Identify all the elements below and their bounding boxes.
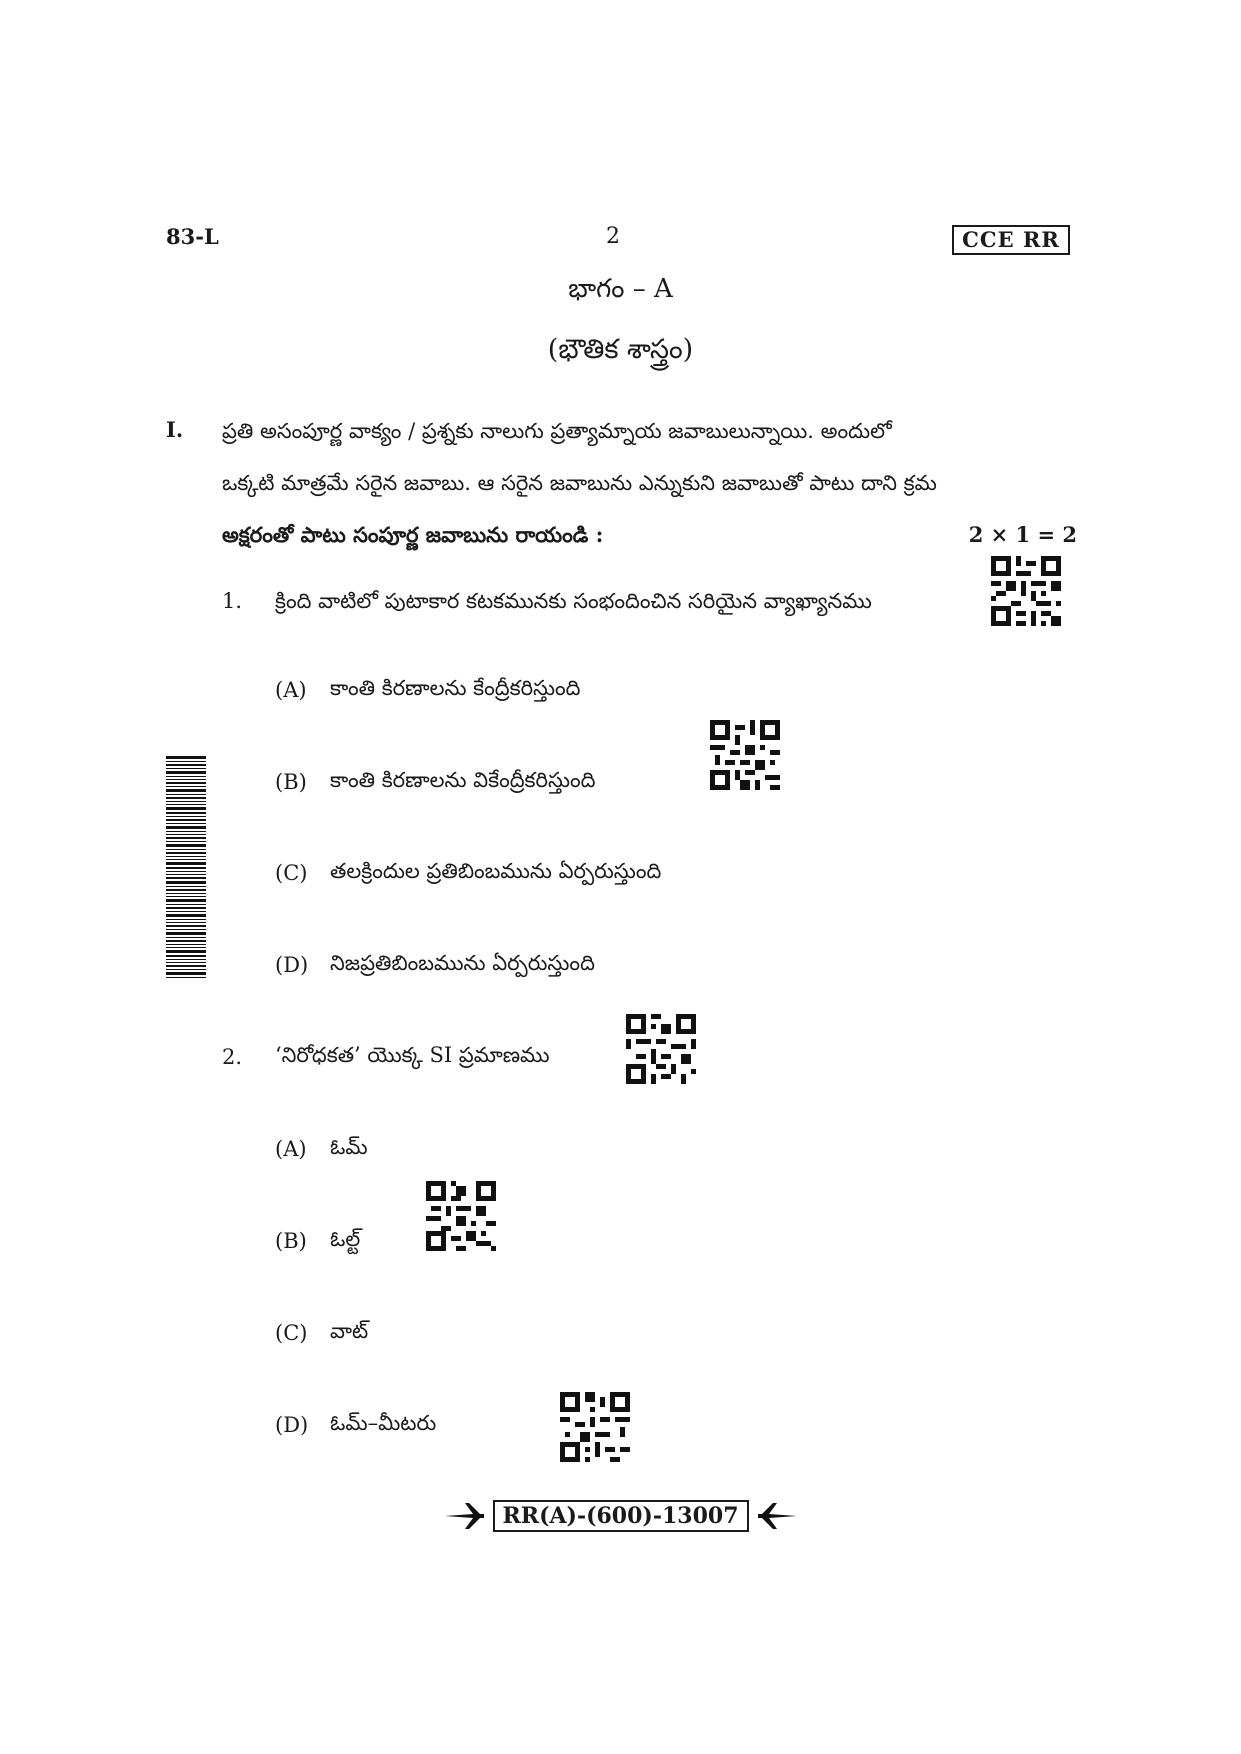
- qr-code-icon: [991, 556, 1061, 626]
- q1-option-d-letter: (D): [275, 953, 309, 977]
- marks-allocation: 2 × 1 = 2: [968, 522, 1077, 547]
- q1-option-a-letter: (A): [275, 678, 307, 702]
- section-number: I.: [166, 417, 184, 442]
- qr-code-icon: [560, 1392, 630, 1462]
- q2-option-a-letter: (A): [275, 1137, 307, 1161]
- q1-option-c-letter: (C): [275, 861, 308, 885]
- page-number: 2: [606, 224, 620, 249]
- question-1-number: 1.: [222, 589, 243, 613]
- q2-option-b-letter: (B): [275, 1229, 307, 1253]
- airplane-right-icon: [757, 1501, 799, 1531]
- instructions-line-1: ప్రతి అసంపూర్ణ వాక్యం / ప్రశ్నకు నాలుగు ప్రత్యామ్నాయ జవాబులున్నాయి. అందులో: [222, 419, 892, 443]
- q2-option-b-text: ఓల్ట్: [330, 1227, 361, 1251]
- section-instructions: [222, 405, 1077, 561]
- q1-option-d-text: నిజప్రతిబింబమును ఏర్పరుస్తుంది: [330, 951, 595, 975]
- footer-code-box: RR(A)-(600)-13007: [493, 1500, 749, 1532]
- q2-option-d-letter: (D): [275, 1413, 309, 1437]
- q1-option-a-text: కాంతి కిరణాలను కేంద్రీకరిస్తుంది: [330, 676, 581, 700]
- paper-code: 83-L: [166, 224, 219, 249]
- q1-option-c-text: తలక్రిందుల ప్రతిబింబమును ఏర్పరుస్తుంది: [330, 859, 662, 883]
- part-title: భాగం – A: [568, 274, 673, 304]
- q1-option-b-letter: (B): [275, 770, 307, 794]
- series-code-box: CCE RR: [952, 225, 1070, 255]
- q2-option-c-letter: (C): [275, 1321, 308, 1345]
- qr-code-icon: [710, 720, 780, 790]
- instructions-line-3-text: అక్షరంతో పాటు సంపూర్ణ జవాబును రాయండి :: [222, 522, 604, 547]
- question-2-text: ‘నిరోధకత’ యొక్క SI ప్రమాణము: [275, 1043, 550, 1067]
- q2-option-c-text: వాట్: [330, 1319, 369, 1343]
- instructions-line-3: [222, 509, 1077, 561]
- barcode-icon: [166, 756, 206, 978]
- q2-option-d-text: ఓమ్–మీటరు: [330, 1411, 437, 1435]
- question-2-number: 2.: [222, 1045, 243, 1069]
- qr-code-icon: [626, 1014, 696, 1084]
- footer: [0, 1500, 1241, 1532]
- q2-option-a-text: ఓమ్: [330, 1135, 368, 1159]
- qr-code-icon: [426, 1181, 496, 1251]
- instructions-line-2: ఒక్కటి మాత్రమే సరైన జవాబు. ఆ సరైన జవాబును ఎన్నుకుని జవాబుతో పాటు దాని క్రమ: [222, 471, 937, 495]
- airplane-left-icon: [443, 1501, 485, 1531]
- q1-option-b-text: కాంతి కిరణాలను వికేంద్రీకరిస్తుంది: [330, 768, 596, 792]
- question-1-text: క్రింది వాటిలో పుటాకార కటకమునకు సంభందించిన సరియైన వ్యాఖ్యానము: [275, 589, 872, 613]
- subject-title: (భౌతిక శాస్త్రం): [547, 334, 694, 365]
